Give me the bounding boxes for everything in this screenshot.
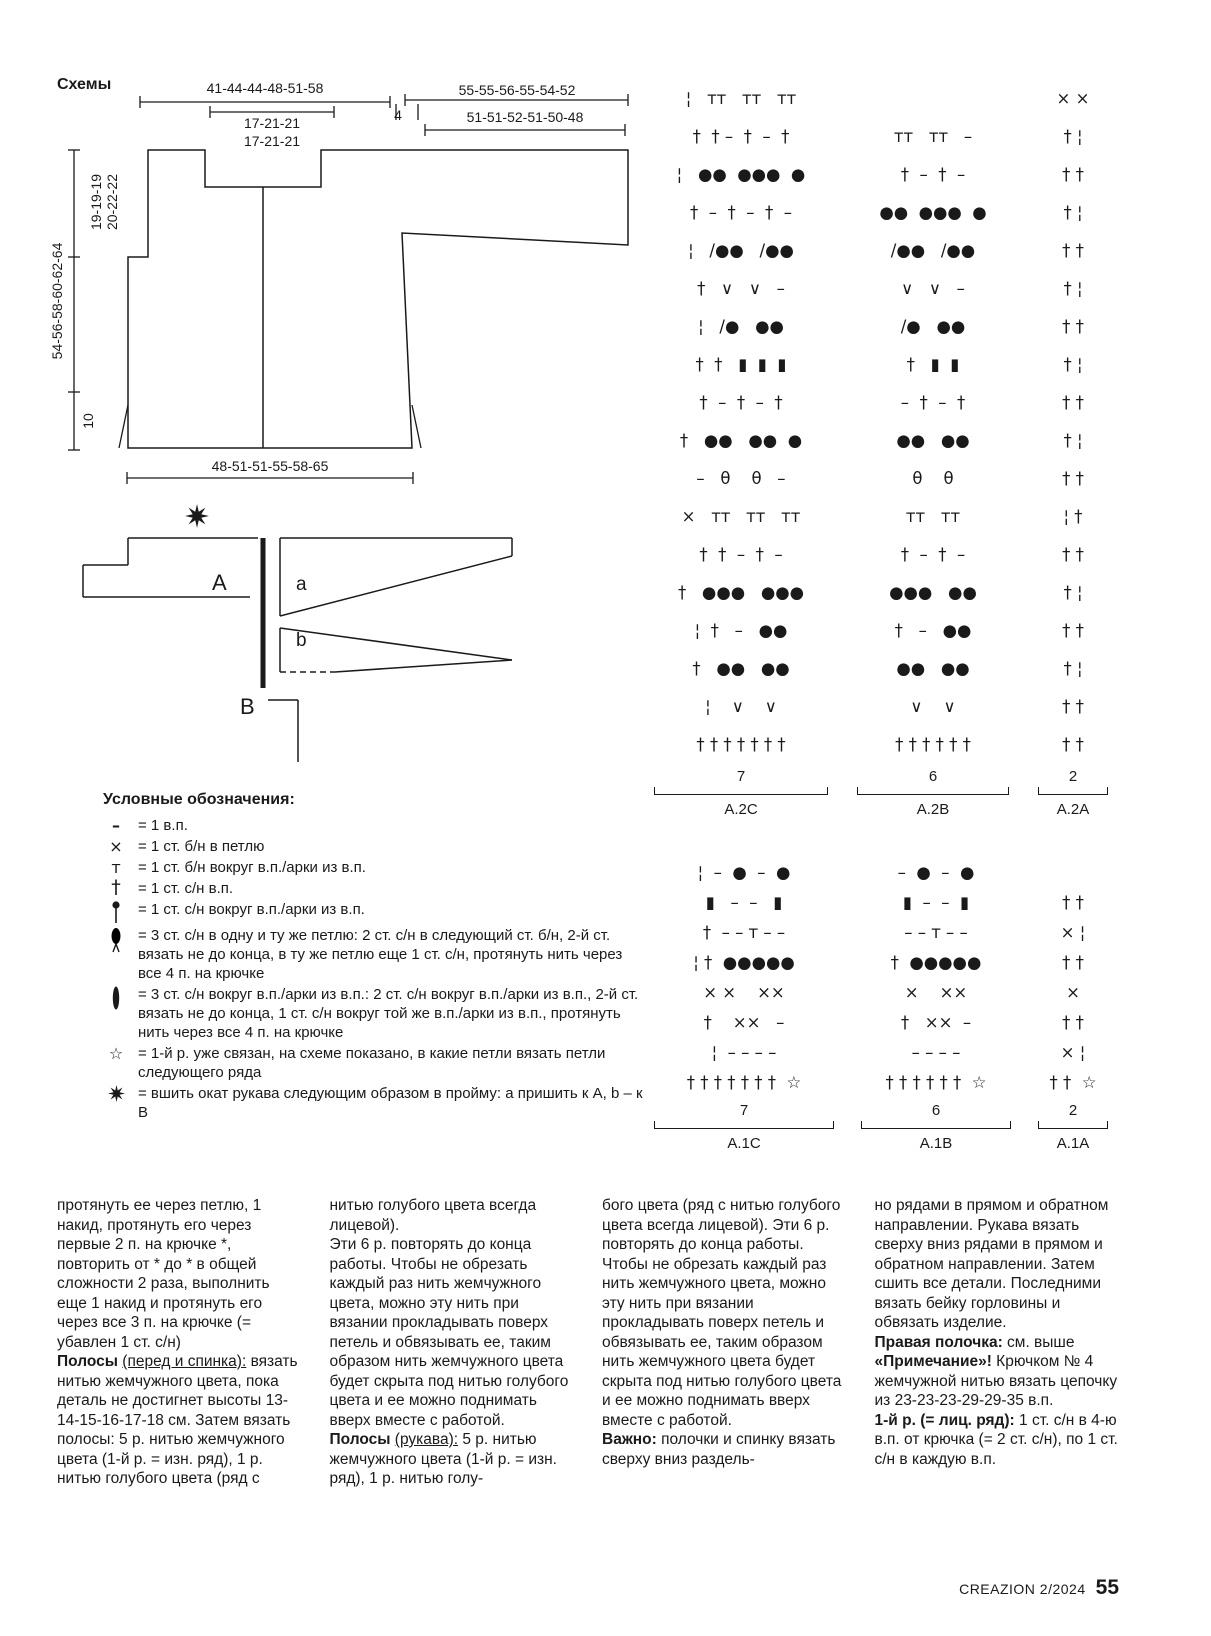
chart-row: † † <box>1062 953 1084 972</box>
measure-neck-2: 17-21-21 <box>243 133 301 149</box>
page-title: Схемы <box>57 76 112 93</box>
chain-icon: – <box>112 816 120 835</box>
chart-A.1A <box>1034 888 1112 1152</box>
chart-stitch-count: 6 <box>928 768 938 785</box>
chart-row: ¦ † ●●●●● <box>693 953 795 972</box>
chart-row: † ¦ <box>1063 659 1083 678</box>
garment-schematic <box>50 70 650 780</box>
chart-row: † † <box>1062 893 1084 912</box>
chart-row: ●● ●● <box>896 659 970 678</box>
chart-label: A.2B <box>916 801 950 818</box>
paragraph: Чтобы не обрезать каждый раз нить жемчужного цвета, можно эту нить при вязании прокладывать поверх петель и обвязывать ее, таким образом нить жемчужного цвета будет скрыта под нитью голубого цвета и ее можно поднимать вверх вместе с работой. <box>602 1255 842 1429</box>
text-column <box>57 1196 302 1489</box>
chart-row: † ¦ <box>1063 127 1083 146</box>
legend-title: Условные обозначения: <box>103 791 295 808</box>
charts-group-a2 <box>650 80 1112 818</box>
chart-row: ¦ † – ●● <box>694 621 788 640</box>
chart-row: /●● /●● <box>890 241 976 260</box>
chart-row: ¦ /● ●● <box>698 317 784 336</box>
chart-row: × ¦ <box>1060 1043 1086 1062</box>
chart-stitch-count: 7 <box>736 768 746 785</box>
chart-row: † ¦ <box>1063 279 1083 298</box>
paragraph: Важно: полочки и спинку вязать сверху вниз раздель- <box>602 1431 836 1468</box>
paragraph: бого цвета (ряд с нитью голубого цвета всегда лицевой). Эти 6 р. повторять до конца работы. <box>602 1197 841 1253</box>
chart-A.1B <box>857 858 1015 1152</box>
measure-yoke-height: 19-19-19 20-22-22 <box>88 173 120 231</box>
text-column <box>602 1196 847 1489</box>
measure-hem-height: 10 <box>80 413 96 429</box>
chart-row: † ¦ <box>1063 355 1083 374</box>
paragraph: Полосы (рукава): 5 р. нитью жемчужного цвета (1-й р. = изн. ряд), 1 р. нитью голу- <box>329 1431 557 1487</box>
symbol-legend <box>103 790 643 1124</box>
chart-row: † † <box>1062 545 1084 564</box>
single-crochet-icon: × <box>109 837 123 856</box>
piece-label-B: B <box>240 694 255 719</box>
chart-row: † ▮ ▮ <box>906 355 960 374</box>
paragraph: Полосы (перед и спинка): вязать нитью жемчужного цвета, пока деталь не достигнет высоты 13-14-15-16-17-18 см. Затем вязать полосы: 5 р. нитью жемчужного цвета (1-й р. = изн. ряд), 1 р. нитью голубого цвета (ряд с <box>57 1353 298 1487</box>
piece-label-A: A <box>212 570 227 595</box>
chart-bracket <box>654 787 828 795</box>
chart-row: × × <box>1056 89 1090 108</box>
chart-row: † † <box>1062 621 1084 640</box>
chart-row: ¦ – – – – <box>711 1043 777 1062</box>
chart-row: ∨ ∨ <box>910 697 956 716</box>
chart-row: † † <box>1062 469 1084 488</box>
chart-row: † † † † † † <box>895 735 971 754</box>
legend-item-sc-around: т = 1 ст. б/н вокруг в.п./арки из в.п. <box>103 858 643 877</box>
chart-row: – – т – – <box>904 923 968 942</box>
chart-row: тт тт – <box>893 127 973 146</box>
chart-row: † – † – † <box>699 393 783 412</box>
page-footer <box>959 1576 1119 1600</box>
paragraph: нитью голубого цвета всегда лицевой). <box>329 1197 537 1234</box>
paragraph: но рядами в прямом и обратном направлении. Рукава вязать сверху вниз рядами в прямом и обратном направлении. Затем сшить все детали. Последними вязать бейку горловины и обвязать изделие. <box>874 1197 1109 1331</box>
chart-row: θ θ <box>912 469 954 488</box>
chart-row: × <box>1066 983 1080 1002</box>
legend-item-star-filled: = вшить окат рукава следующим образом в пройму: a пришить к A, b – к B <box>103 1084 643 1122</box>
chart-row: † ∨ ∨ – <box>697 279 785 298</box>
chart-row: × ¦ <box>1060 923 1086 942</box>
chart-bracket <box>1038 787 1108 795</box>
chart-row: ¦ ●● ●●● ● <box>676 165 806 184</box>
chart-row: † – † – † – <box>690 203 792 222</box>
chart-row: × тт тт тт <box>681 507 801 526</box>
measure-total-height: 54-56-58-60-62-64 <box>49 242 65 360</box>
magazine-name: CREAZION 2/2024 <box>959 1581 1086 1597</box>
chart-row: † † <box>1062 697 1084 716</box>
chart-row: ▮ – – ▮ <box>705 893 783 912</box>
chart-row: ¦ /●● /●● <box>688 241 794 260</box>
chart-row: ∨ ∨ – <box>901 279 965 298</box>
chart-label: A.1C <box>727 1135 761 1152</box>
measure-top-width: 41-44-44-48-51-58 <box>206 80 324 96</box>
cluster-3dc-around-icon <box>103 985 129 1042</box>
chart-row: † ×× – <box>703 1013 785 1032</box>
chart-row: тт тт <box>905 507 961 526</box>
chart-row: † † † † † † † ☆ <box>686 1073 802 1092</box>
chart-row: † ×× – <box>900 1013 972 1032</box>
chart-row: † † <box>1062 1013 1084 1032</box>
chart-label: A.2C <box>724 801 758 818</box>
chart-rows <box>857 858 1015 1098</box>
chart-row: † † ▮ ▮ ▮ <box>695 355 787 374</box>
double-crochet-around-icon <box>103 900 129 924</box>
chart-row: ●● ●●● ● <box>879 203 987 222</box>
measure-small: 4 <box>394 107 402 123</box>
chart-row: – † – † <box>900 393 966 412</box>
chart-bracket <box>654 1121 834 1129</box>
chart-row: ¦ – ● – ● <box>697 863 791 882</box>
chart-stitch-count: 7 <box>739 1102 749 1119</box>
measure-neck-1: 17-21-21 <box>243 115 301 131</box>
chart-A.2B <box>853 118 1013 818</box>
chart-row: † ●●● ●●● <box>677 583 805 602</box>
chart-row: † † <box>1062 165 1084 184</box>
chart-row: /● ●● <box>900 317 966 336</box>
text-column <box>330 1196 575 1489</box>
chart-A.2A <box>1034 80 1112 818</box>
piece-label-a: a <box>296 574 307 595</box>
legend-item-sc: × = 1 ст. б/н в петлю <box>103 837 643 856</box>
chart-row: ●● ●● <box>896 431 970 450</box>
chart-row: ¦ † <box>1063 507 1083 526</box>
chart-row: † – † – <box>900 165 966 184</box>
chart-row: † – ●● <box>894 621 972 640</box>
measure-bottom-width: 48-51-51-55-58-65 <box>211 458 329 474</box>
cluster-3dc-same-stitch-icon <box>103 926 129 983</box>
chart-row: – ● – ● <box>897 863 975 882</box>
instruction-columns <box>57 1196 1119 1489</box>
chart-stitch-count: 6 <box>931 1102 941 1119</box>
star-filled-icon <box>103 1084 129 1122</box>
chart-label: A.2A <box>1056 801 1090 818</box>
chart-row: † † † † † † † <box>696 735 786 754</box>
chart-row: † † ☆ <box>1049 1073 1097 1092</box>
chart-row: – – – – <box>911 1043 961 1062</box>
chart-rows <box>1034 80 1112 764</box>
chart-row: ▮ – – ▮ <box>902 893 970 912</box>
chart-row: † ●● ●● ● <box>679 431 803 450</box>
legend-item-dc: † = 1 ст. с/н в.п. <box>103 879 643 898</box>
chart-row: † ¦ <box>1063 583 1083 602</box>
chart-rows <box>853 118 1013 764</box>
chart-row: – θ θ – <box>696 469 786 488</box>
paragraph: 1-й р. (= лиц. ряд): 1 ст. с/н в 4-ю в.п. от крючка (= 2 ст. с/н), по 1 ст. с/н в каждую в.п. <box>874 1411 1118 1468</box>
chart-stitch-count: 2 <box>1068 768 1078 785</box>
chart-label: A.1B <box>919 1135 953 1152</box>
chart-bracket <box>861 1121 1011 1129</box>
chart-row: × × ×× <box>703 983 785 1002</box>
chart-A.1C <box>650 858 838 1152</box>
legend-item-cluster-open: = 3 ст. с/н в одну и ту же петлю: 2 ст. с/н в следующий ст. б/н, 2-й ст. вязать не до конца, в ту же петлю еще 1 ст. с/н, протянуть нить через все 4 п. на крючке <box>103 926 643 983</box>
chart-row: † ¦ <box>1063 203 1083 222</box>
chart-bracket <box>857 787 1009 795</box>
chart-row: † ●● ●● <box>692 659 790 678</box>
chart-row: † † <box>1062 317 1084 336</box>
piece-label-b: b <box>296 630 307 651</box>
chart-A.2C <box>650 80 832 818</box>
chart-rows <box>1034 888 1112 1098</box>
measure-sleeve-top: 55-55-56-55-54-52 <box>458 82 576 98</box>
chart-row: ¦ тт тт тт <box>685 89 797 108</box>
chart-label: A.1A <box>1056 1135 1090 1152</box>
chart-row: † † – † – <box>699 545 783 564</box>
legend-item-chain: – = 1 в.п. <box>103 816 643 835</box>
chart-row: ●●● ●● <box>889 583 977 602</box>
chart-row: † – – т – – <box>702 923 786 942</box>
chart-row: † † – † – † <box>692 127 790 146</box>
legend-item-cluster-filled: = 3 ст. с/н вокруг в.п./арки из в.п.: 2 ст. с/н вокруг в.п./арки из в.п., 2-й ст. вязать не до конца, 1 ст. с/н вокруг той же в.п./арки из в.п., протянуть нить через все 4 п. на крючке <box>103 985 643 1042</box>
chart-rows <box>650 858 838 1098</box>
chart-row: † ●●●●● <box>890 953 982 972</box>
sew-star-icon <box>185 504 209 528</box>
legend-item-star-open: ☆ = 1-й р. уже связан, на схеме показано, в какие петли вязать петли следующего ряда <box>103 1044 643 1082</box>
paragraph: протянуть ее через петлю, 1 накид, протянуть его через первые 2 п. на крючке *, повторить от * до * в общей сложности 2 раза, выполнить еще 1 накид и протянуть его через все 3 п. на крючке (= убавлен 1 ст. с/н) <box>57 1197 270 1351</box>
chart-row: ¦ ∨ ∨ <box>705 697 777 716</box>
chart-row: † – † – <box>900 545 966 564</box>
star-open-icon: ☆ <box>108 1044 124 1063</box>
single-crochet-around-icon: т <box>111 858 121 877</box>
chart-row: × ×× <box>904 983 968 1002</box>
text-column <box>875 1196 1120 1489</box>
double-crochet-icon: † <box>111 876 121 898</box>
legend-item-dc-around: = 1 ст. с/н вокруг в.п./арки из в.п. <box>103 900 643 924</box>
page-number: 55 <box>1095 1576 1119 1599</box>
chart-rows <box>650 80 832 764</box>
chart-stitch-count: 2 <box>1068 1102 1078 1119</box>
paragraph: Эти 6 р. повторять до конца работы. Чтобы не обрезать каждый раз нить жемчужного цвета, можно эту нить при вязании прокладывать поверх петель и обвязывать ее, таким образом нить жемчужного цвета будет скрыта под нитью голубого цвета и ее можно поднимать вверх вместе с работой. <box>329 1236 569 1429</box>
measure-sleeve-lower: 51-51-52-51-50-48 <box>466 109 584 125</box>
chart-bracket <box>1038 1121 1108 1129</box>
chart-row: † † <box>1062 393 1084 412</box>
chart-row: † † <box>1062 735 1084 754</box>
charts-group-a1 <box>650 858 1112 1152</box>
paragraph: Правая полочка: см. выше «Примечание»! Крючком № 4 жемчужной нитью вязать цепочку из 23-23-23-29-29-35 в.п. <box>874 1333 1118 1409</box>
chart-row: † † † † † † ☆ <box>885 1073 987 1092</box>
chart-row: † † <box>1062 241 1084 260</box>
chart-row: † ¦ <box>1063 431 1083 450</box>
